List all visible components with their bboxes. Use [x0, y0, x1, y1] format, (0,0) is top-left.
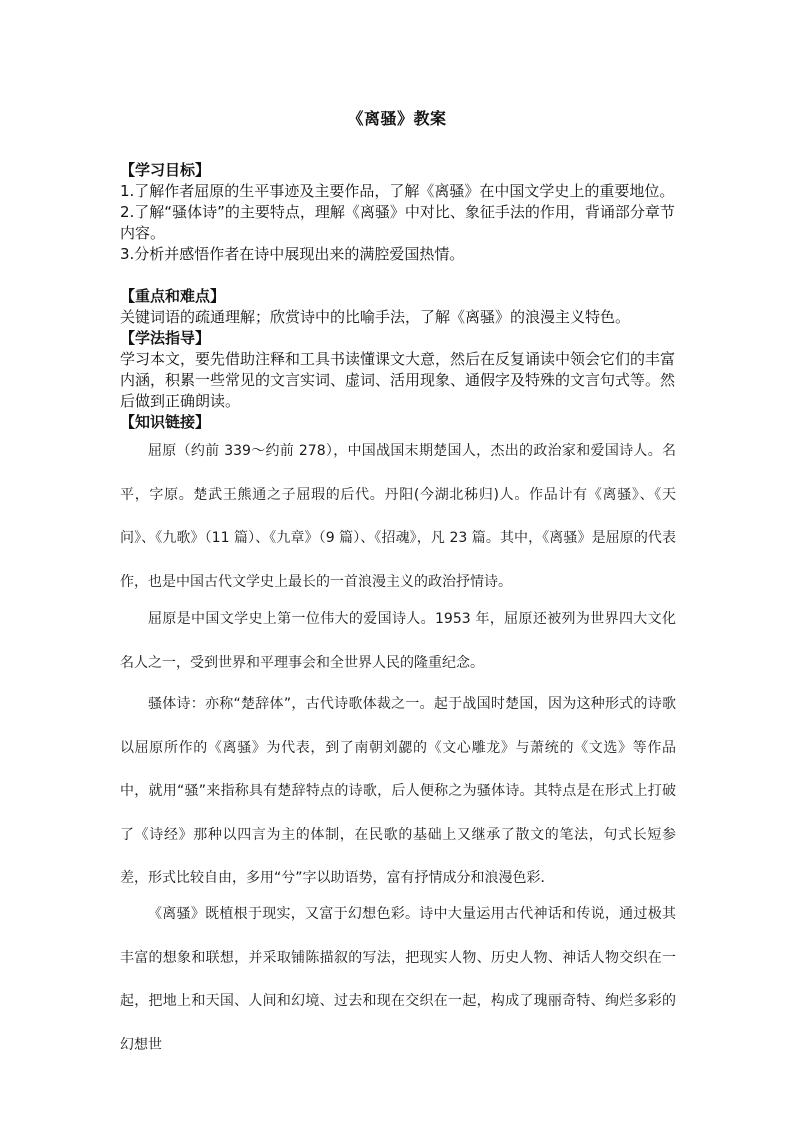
learning-goals-heading: 【学习目标】 [120, 161, 211, 179]
key-points-section [120, 286, 680, 328]
knowledge-paragraph-3: 骚体诗：亦称“楚辞体”，古代诗歌体裁之一。起于战国时楚国，因为这种形式的诗歌以屈原所作的《离骚》为代表，到了南朝刘勰的《文心雕龙》与萧统的《文选》等作品中，就用“骚”来指称具有楚辞特点的诗歌，后人便称之为骚体诗。其特点是在形式上打破了《诗经》那种以四言为主的体制，在民歌的基础上又继承了散文的笔法，句式长短参差，形式比较自由，多用“兮”字以助语势，富有抒情成分和浪漫色彩． [120, 696, 676, 886]
goal-item-3: 3.分析并感悟作者在诗中展现出来的满腔爱国热情。 [120, 245, 465, 263]
knowledge-paragraph-1: 屈原（约前 339～约前 278），中国战国末期楚国人，杰出的政治家和爱国诗人。名平，字原。楚武王熊通之子屈瑕的后代。丹阳(今湖北秭归)人。作品计有《离骚》、《天问》、《九歌》（11 篇）、《九章》（9 篇）、《招魂》，凡 23 篇。其中，《离骚》是屈原的代表作，也是中国古代文学史上最长的一首浪漫主义的政治抒情诗。 [120, 443, 676, 590]
knowledge-paragraph-4: 《离骚》既植根于现实，又富于幻想色彩。诗中大量运用古代神话和传说，通过极其丰富的想象和联想，并采取铺陈描叙的写法，把现实人物、历史人物、神话人物交织在一起，把地上和天国、人间和幻境、过去和现在交织在一起，构成了瑰丽奇特、绚烂多彩的幻想世 [120, 906, 676, 1053]
key-points-text: 关键词语的疏通理解；欣赏诗中的比喻手法，了解《离骚》的浪漫主义特色。 [120, 308, 631, 326]
method-heading: 【学法指导】 [120, 329, 211, 347]
method-text: 学习本文，要先借助注释和工具书读懂课文大意，然后在反复诵读中领会它们的丰富内涵，积累一些常见的文言实词、虚词、活用现象、通假字及特殊的文言句式等。然后做到正确朗读。 [120, 350, 676, 410]
document-title: 《离骚》教案 [347, 109, 447, 128]
knowledge-paragraph-2: 屈原是中国文学史上第一位伟大的爱国诗人。1953 年，屈原还被列为世界四大文化名人之一，受到世界和平理事会和全世界人民的隆重纪念。 [120, 611, 676, 671]
goal-item-1: 1.了解作者屈原的生平事迹及主要作品，了解《离骚》在中国文学史上的重要地位。 [120, 182, 675, 200]
goal-item-2: 2.了解“骚体诗”的主要特点，理解《离骚》中对比、象征手法的作用，背诵部分章节内容。 [120, 203, 675, 242]
key-points-heading: 【重点和难点】 [120, 287, 226, 305]
method-section [120, 328, 680, 412]
knowledge-heading: 【知识链接】 [120, 413, 211, 431]
learning-goals-section [120, 160, 680, 265]
